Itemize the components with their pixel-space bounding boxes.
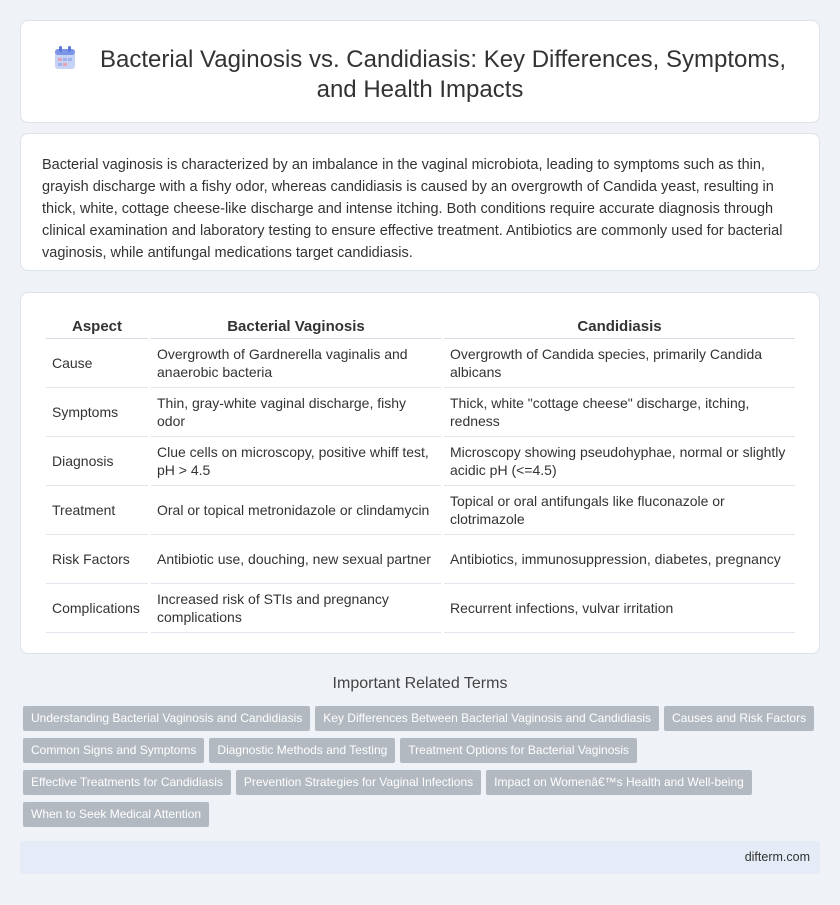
row-candidiasis: Recurrent infections, vulvar irritation: [444, 584, 795, 633]
related-term-tag[interactable]: Diagnostic Methods and Testing: [209, 738, 395, 763]
row-aspect: Symptoms: [46, 388, 148, 437]
row-bv: Oral or topical metronidazole or clindamycin: [151, 486, 441, 535]
related-term-tag[interactable]: When to Seek Medical Attention: [23, 802, 209, 827]
comparison-card: [20, 292, 820, 654]
page-title: Bacterial Vaginosis vs. Candidiasis: Key Differences, Symptoms, and Health Impacts: [50, 45, 790, 105]
row-candidiasis: Microscopy showing pseudohyphae, normal or slightly acidic pH (<=4.5): [444, 437, 795, 486]
row-candidiasis: Thick, white "cottage cheese" discharge, itching, redness: [444, 388, 795, 437]
row-candidiasis: Topical or oral antifungals like fluconazole or clotrimazole: [444, 486, 795, 535]
row-aspect: Diagnosis: [46, 437, 148, 486]
table-row: [46, 388, 795, 437]
related-term-tag[interactable]: Common Signs and Symptoms: [23, 738, 204, 763]
table-header-row: [46, 315, 795, 339]
title-card: [20, 20, 820, 123]
row-bv: Overgrowth of Gardnerella vaginalis and anaerobic bacteria: [151, 339, 441, 388]
related-term-tag[interactable]: Effective Treatments for Candidiasis: [23, 770, 231, 795]
row-aspect: Risk Factors: [46, 535, 148, 584]
row-candidiasis: Antibiotics, immunosuppression, diabetes, pregnancy: [444, 535, 795, 584]
row-bv: Antibiotic use, douching, new sexual partner: [151, 535, 441, 584]
intro-paragraph: Bacterial vaginosis is characterized by an imbalance in the vaginal microbiota, leading to symptoms such as thin, grayish discharge with a fishy odor, whereas candidiasis is caused by an overgrowth of Candida yeast, resulting in thick, white, cottage cheese-like discharge and intense itching. Both conditions require accurate diagnosis through clinical examination and laboratory testing to ensure effective treatment. Antibiotics are commonly used for bacterial vaginosis, while antifungal medications target candidiasis.: [42, 157, 783, 261]
header-aspect: Aspect: [46, 315, 148, 339]
table-row: [46, 535, 795, 584]
comparison-table: [43, 315, 798, 633]
row-aspect: Treatment: [46, 486, 148, 535]
row-bv: Clue cells on microscopy, positive whiff test, pH > 4.5: [151, 437, 441, 486]
related-terms-heading: Important Related Terms: [332, 675, 508, 692]
intro-card: [20, 133, 820, 271]
related-term-tag[interactable]: Understanding Bacterial Vaginosis and Candidiasis: [23, 706, 310, 731]
header-candidiasis: Candidiasis: [444, 315, 795, 339]
document-icon: [54, 46, 76, 70]
related-term-tag[interactable]: Prevention Strategies for Vaginal Infections: [236, 770, 481, 795]
footer: [20, 841, 820, 874]
related-term-tag[interactable]: Causes and Risk Factors: [664, 706, 814, 731]
related-term-tag[interactable]: Key Differences Between Bacterial Vaginosis and Candidiasis: [315, 706, 659, 731]
table-row: [46, 339, 795, 388]
related-terms-list: [23, 706, 823, 834]
table-row: [46, 486, 795, 535]
footer-site[interactable]: difterm.com: [744, 850, 810, 864]
related-term-tag[interactable]: Treatment Options for Bacterial Vaginosis: [400, 738, 637, 763]
table-row: [46, 437, 795, 486]
row-aspect: Cause: [46, 339, 148, 388]
row-bv: Increased risk of STIs and pregnancy complications: [151, 584, 441, 633]
related-term-tag[interactable]: Impact on Womenâ€™s Health and Well-being: [486, 770, 752, 795]
table-row: [46, 584, 795, 633]
row-aspect: Complications: [46, 584, 148, 633]
header-bacterial-vaginosis: Bacterial Vaginosis: [151, 315, 441, 339]
row-candidiasis: Overgrowth of Candida species, primarily Candida albicans: [444, 339, 795, 388]
row-bv: Thin, gray-white vaginal discharge, fishy odor: [151, 388, 441, 437]
